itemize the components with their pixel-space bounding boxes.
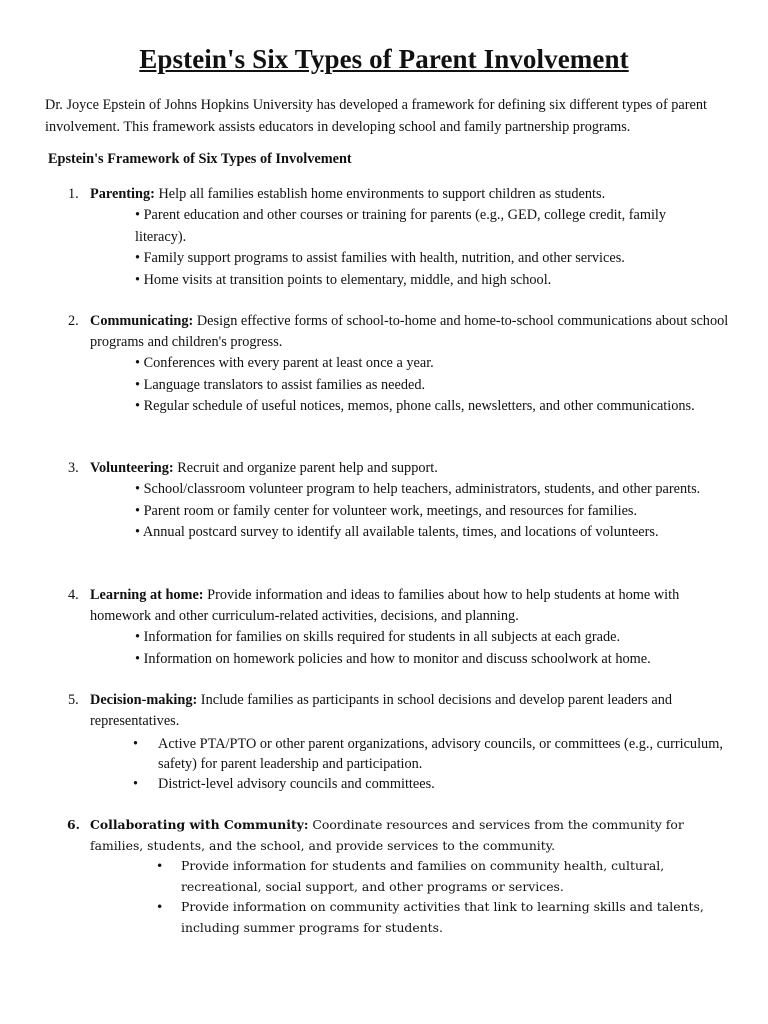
type-label: Decision-making: <box>90 692 198 708</box>
bullet-text: Provide information on community activities that link to learning skills and talents, including summer programs for students. <box>181 899 704 935</box>
type-description: Coordinate resources and services from the community for families, students, and the school, and provide services to the community. <box>90 817 684 853</box>
type-number: 4. <box>68 587 79 603</box>
bullet-text: Information on homework policies and how to monitor and discuss schoolwork at home. <box>143 650 651 667</box>
bullet-text: Annual postcard survey to identify all available talents, times, and locations of volunteers. <box>142 524 659 540</box>
bullet-text: Family support programs to assist families with health, nutrition, and other services. <box>143 250 625 266</box>
type-label: Learning at home: <box>90 587 204 603</box>
bullet-text: Parent room or family center for volunteer work, meetings, and resources for families. <box>143 502 638 519</box>
bullet-item <box>135 248 720 270</box>
bullet-marker: • <box>135 271 141 288</box>
bullet-text: Information for families on skills required for students in all subjects at each grade. <box>143 629 621 645</box>
bullet-marker: • <box>135 376 141 393</box>
type-number: 1. <box>68 186 79 202</box>
bullet-marker: • <box>135 398 141 414</box>
bullet-text: Regular schedule of useful notices, memos, phone calls, newsletters, and other communications. <box>143 398 695 414</box>
bullet-list <box>133 734 723 794</box>
bullet-list <box>156 856 721 938</box>
bullet-list <box>135 479 720 544</box>
type-text <box>90 585 730 627</box>
bullet-item <box>133 734 723 774</box>
bullet-text: Conferences with every parent at least once a year. <box>143 355 434 371</box>
bullet-marker: • <box>156 899 164 914</box>
type-text <box>90 458 730 479</box>
bullet-item <box>135 375 720 397</box>
bullet-marker: • <box>135 650 141 667</box>
type-description: Design effective forms of school-to-home and home-to-school communications about school programs and children's progress. <box>90 313 729 350</box>
type-label: Parenting: <box>90 186 155 202</box>
bullet-marker: • <box>133 736 139 752</box>
bullet-item <box>135 649 720 671</box>
bullet-text: Home visits at transition points to elementary, middle, and high school. <box>143 271 552 288</box>
bullet-item <box>135 205 720 248</box>
type-text <box>90 690 730 732</box>
type-description: Help all families establish home environments to support children as students. <box>154 186 606 202</box>
type-label: Volunteering: <box>90 460 174 476</box>
bullet-marker: • <box>133 776 139 792</box>
bullet-text: Language translators to assist families as needed. <box>143 376 426 393</box>
bullet-item <box>156 897 721 938</box>
intro-paragraph: Dr. Joyce Epstein of Johns Hopkins University has developed a framework for defining six different types of parent involvement. This framework assists educators in developing school and family partnership programs. <box>45 97 707 135</box>
bullet-marker: • <box>135 629 141 645</box>
bullet-list <box>135 627 720 670</box>
type-description: Recruit and organize parent help and support. <box>173 460 438 476</box>
type-number: 6. <box>67 817 80 832</box>
bullet-text: Active PTA/PTO or other parent organizations, advisory councils, or committees (e.g., curriculum, safety) for parent leadership and participation. <box>158 736 723 772</box>
bullet-item <box>135 522 720 544</box>
bullet-item <box>135 627 720 649</box>
bullet-marker: • <box>135 481 141 497</box>
bullet-item <box>135 479 720 501</box>
bullet-text: District-level advisory councils and committees. <box>158 776 435 792</box>
bullet-text: Provide information for students and families on community health, cultural, recreational, social support, and other programs or services. <box>181 858 665 894</box>
bullet-marker: • <box>135 250 141 266</box>
type-number: 5. <box>68 692 79 708</box>
bullet-list <box>135 353 720 418</box>
type-number: 3. <box>68 460 79 476</box>
framework-heading: Epstein's Framework of Six Types of Involvement <box>48 151 352 167</box>
bullet-text: School/classroom volunteer program to help teachers, administrators, students, and other parents. <box>143 481 701 497</box>
type-label: Collaborating with Community: <box>90 817 309 832</box>
type-number: 2. <box>68 313 79 329</box>
bullet-item <box>156 856 721 897</box>
bullet-item <box>135 396 720 418</box>
bullet-marker: • <box>156 858 164 873</box>
bullet-item <box>133 774 723 794</box>
bullet-marker: • <box>135 355 141 371</box>
type-text <box>90 311 730 353</box>
type-text <box>90 184 730 205</box>
bullet-text: Parent education and other courses or training for parents (e.g., GED, college credit, family literacy). <box>135 207 667 245</box>
type-text <box>90 815 730 856</box>
document-title: Epstein's Six Types of Parent Involvement <box>139 44 629 74</box>
bullet-marker: • <box>135 524 141 540</box>
bullet-marker: • <box>135 502 141 519</box>
bullet-item <box>135 501 720 523</box>
bullet-item <box>135 353 720 375</box>
bullet-marker: • <box>135 207 141 223</box>
type-description: Include families as participants in school decisions and develop parent leaders and representatives. <box>90 692 673 729</box>
type-description: Provide information and ideas to families about how to help students at home with homework and other curriculum-related activities, decisions, and planning. <box>90 587 680 624</box>
bullet-list <box>135 205 720 291</box>
type-label: Communicating: <box>90 313 194 329</box>
bullet-item <box>135 270 720 292</box>
